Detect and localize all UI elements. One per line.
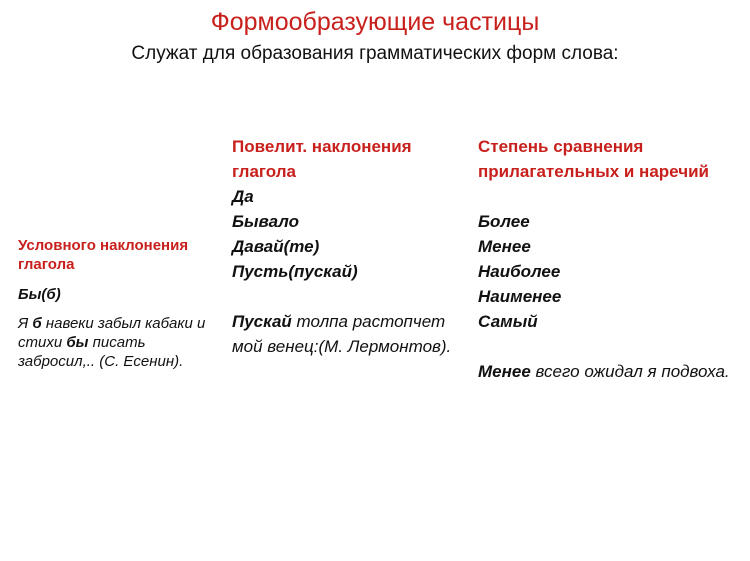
example-text: навеки забыл кабаки и стихи — [18, 315, 206, 351]
example-sentence — [478, 359, 743, 384]
list-item: Пусть(пускай) — [232, 262, 358, 281]
example-text: всего ожидал я подвоха. — [530, 362, 730, 381]
column-heading: Условного наклонения глагола — [18, 237, 189, 273]
list-item: Самый — [478, 312, 538, 331]
example-highlight: бы — [66, 334, 89, 351]
list-item: Давай(те) — [232, 237, 320, 256]
column-heading: Повелит. наклонения глагола — [232, 137, 412, 181]
particle-label: Бы(б) — [18, 286, 61, 303]
example-sentence — [18, 314, 213, 371]
example-text: писать забросил,.. (С. Есенин). — [18, 334, 184, 370]
example-sentence — [232, 309, 467, 359]
column-imperative-mood — [232, 134, 467, 359]
particle-list — [478, 209, 743, 334]
example-highlight: б — [32, 315, 42, 332]
page-subtitle: Служат для образования грамматических форм слова: — [131, 43, 619, 64]
example-highlight: Пускай — [232, 312, 292, 331]
list-item: Наиболее — [478, 262, 561, 281]
list-item: Наименее — [478, 287, 562, 306]
example-text: Я — [18, 315, 33, 332]
list-item: Да — [232, 187, 254, 206]
list-item: Бывало — [232, 212, 299, 231]
column-comparison-degree — [478, 134, 743, 384]
column-conditional-mood — [18, 236, 213, 371]
list-item: Более — [478, 212, 530, 231]
example-text: толпа растопчет мой венец:(М. Лермонтов). — [232, 312, 452, 356]
list-item: Менее — [478, 237, 531, 256]
particle-list — [232, 184, 467, 284]
page-title: Формообразующие частицы — [210, 8, 540, 36]
column-heading: Степень сравнения прилагательных и наречий — [478, 137, 709, 181]
example-highlight: Менее — [478, 362, 531, 381]
